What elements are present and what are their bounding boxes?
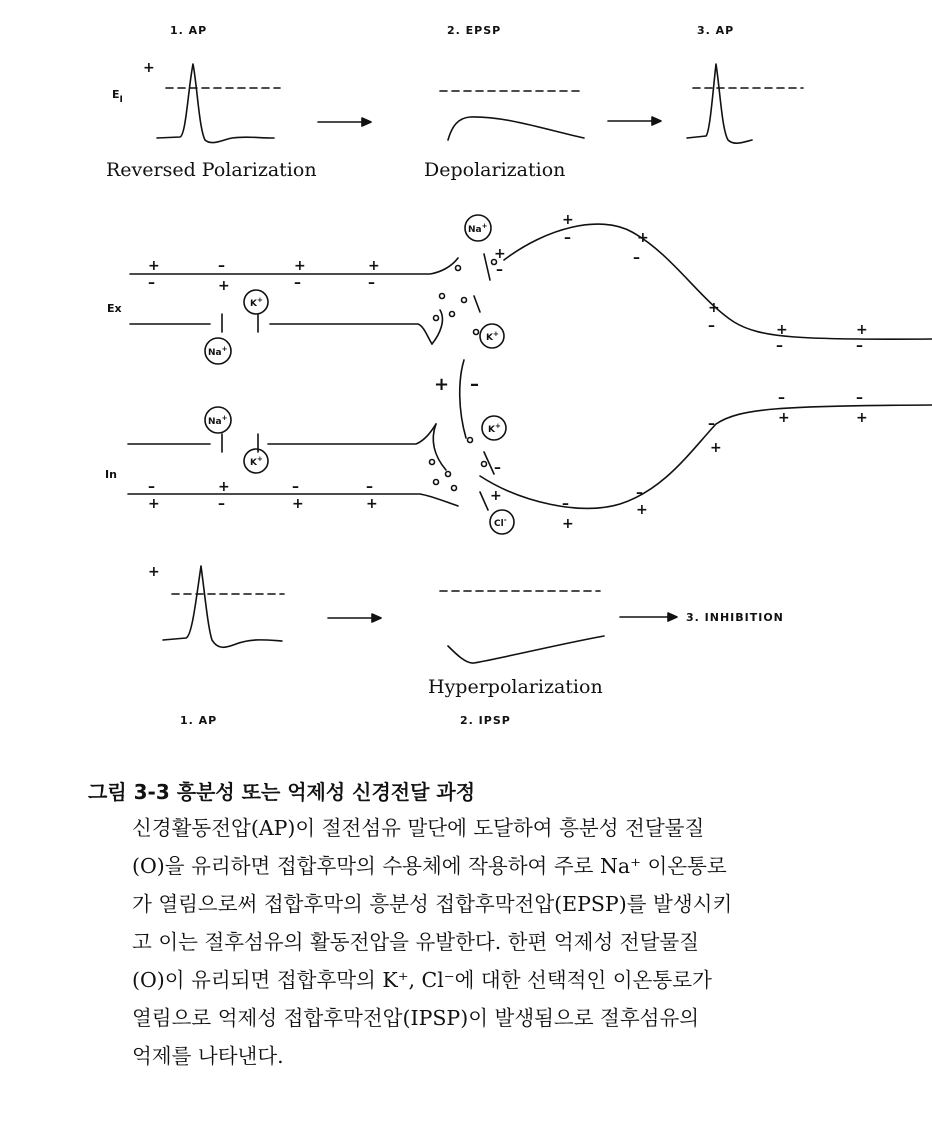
ion-label-na-synapse: Na+ bbox=[468, 222, 488, 235]
cleft-minus-sign: – bbox=[470, 374, 479, 395]
ipsp-waveform bbox=[448, 636, 604, 663]
charge-sign: – bbox=[292, 479, 299, 495]
charge-sign: + bbox=[148, 496, 160, 512]
resting-level-subscript: I bbox=[119, 95, 123, 105]
charge-sign: – bbox=[218, 258, 225, 274]
bottom-ap-waveform bbox=[163, 566, 282, 647]
epsp-waveform bbox=[448, 117, 584, 140]
charge-sign: – bbox=[856, 338, 863, 354]
charge-sign: – bbox=[562, 496, 569, 512]
charge-sign: – bbox=[368, 275, 375, 291]
ex-vesicle bbox=[434, 316, 439, 321]
ex-vesicle bbox=[440, 294, 445, 299]
charge-sign: + bbox=[562, 212, 574, 228]
caption-line: (O)을 유리하면 접합후막의 수용체에 작용하여 주로 Na⁺ 이온통로 bbox=[132, 854, 727, 878]
ex-receptor-stick bbox=[484, 254, 490, 280]
charge-sign: + bbox=[856, 322, 868, 338]
ex-vesicle bbox=[450, 312, 455, 317]
arrow-ap-to-ipsp-head bbox=[372, 614, 381, 622]
charge-sign: + bbox=[856, 410, 868, 426]
top-panel-3-title: 3. AP bbox=[697, 24, 735, 37]
in-axon-upper-membrane bbox=[128, 424, 436, 444]
charge-sign: + bbox=[562, 516, 574, 532]
in-vesicle bbox=[468, 438, 473, 443]
in-vesicle bbox=[434, 480, 439, 485]
charge-sign: + bbox=[366, 496, 378, 512]
charge-sign: + bbox=[710, 440, 722, 456]
hyperpolarization-caption: Hyperpolarization bbox=[428, 676, 603, 698]
charge-sign: + bbox=[218, 278, 230, 294]
bottom-panel-1-title: 1. AP bbox=[180, 714, 218, 727]
charge-sign: – bbox=[494, 460, 501, 476]
charge-sign: + bbox=[637, 230, 649, 246]
bottom-ap-plus-sign: + bbox=[148, 564, 160, 580]
top-panel-1-title: 1. AP bbox=[170, 24, 208, 37]
charge-sign: + bbox=[778, 410, 790, 426]
charge-sign: – bbox=[496, 262, 503, 278]
caption-line: 억제를 나타낸다. bbox=[132, 1044, 284, 1068]
ex-axon-lower-membrane bbox=[130, 324, 432, 344]
arrow-ipsp-to-inhibition-head bbox=[668, 613, 677, 621]
charge-sign: – bbox=[564, 230, 571, 246]
excitatory-label: Ex bbox=[107, 302, 122, 315]
caption-line: (O)이 유리되면 접합후막의 K⁺, Cl⁻에 대한 선택적인 이온통로가 bbox=[132, 968, 712, 992]
caption-line: 열림으로 억제성 접합후막전압(IPSP)이 발생됨으로 절후섬유의 bbox=[132, 1006, 700, 1030]
post-neuron-inner-membrane bbox=[460, 360, 466, 438]
charge-sign: + bbox=[148, 258, 160, 274]
ion-label-k-in-axon: K+ bbox=[250, 455, 263, 468]
caption-line: 고 이는 절후섬유의 활동전압을 유발한다. 한편 억제성 전달물질 bbox=[132, 930, 700, 954]
ion-label-k-in-synapse: K+ bbox=[488, 422, 501, 435]
charge-sign: + bbox=[636, 502, 648, 518]
ion-label-na-in-axon: Na+ bbox=[208, 414, 228, 427]
inhibition-label: 3. INHIBITION bbox=[686, 611, 784, 624]
charge-sign: – bbox=[218, 496, 225, 512]
inhibitory-label: In bbox=[105, 468, 117, 481]
ion-label-cl-in-synapse: Cl- bbox=[494, 516, 507, 529]
ex-receptor-stick-2 bbox=[474, 296, 480, 312]
charge-sign: – bbox=[148, 479, 155, 495]
figure-caption bbox=[88, 776, 928, 1075]
ion-label-k-ex-synapse: K+ bbox=[486, 330, 499, 343]
charge-sign: – bbox=[778, 390, 785, 406]
charge-sign: – bbox=[633, 250, 640, 266]
charge-sign: – bbox=[708, 416, 715, 432]
charge-sign: + bbox=[368, 258, 380, 274]
depolarization-caption: Depolarization bbox=[424, 159, 566, 181]
charge-sign: – bbox=[856, 390, 863, 406]
charge-sign: – bbox=[148, 275, 155, 291]
caption-body bbox=[132, 809, 928, 1075]
resting-level-label bbox=[112, 88, 123, 105]
bottom-panel-2-title: 2. IPSP bbox=[460, 714, 511, 727]
top-panel-2-title: 2. EPSP bbox=[447, 24, 502, 37]
charge-sign: + bbox=[494, 246, 506, 262]
caption-line: 신경활동전압(AP)이 절전섬유 말단에 도달하여 흥분성 전달물질 bbox=[132, 816, 705, 840]
ion-label-k-ex-axon: K+ bbox=[250, 296, 263, 309]
reversed-polarization-caption: Reversed Polarization bbox=[106, 159, 317, 181]
cleft-plus-sign: + bbox=[434, 374, 450, 395]
arrow-epsp-to-ap-head bbox=[652, 117, 661, 125]
in-vesicle bbox=[452, 486, 457, 491]
ex-vesicle bbox=[474, 330, 479, 335]
charge-sign: – bbox=[776, 338, 783, 354]
charge-sign: – bbox=[366, 479, 373, 495]
top-ap3-waveform bbox=[687, 64, 752, 143]
charge-sign: – bbox=[294, 275, 301, 291]
caption-title: 그림 3-3 흥분성 또는 억제성 신경전달 과정 bbox=[88, 780, 476, 804]
ion-label-na-ex-axon: Na+ bbox=[208, 345, 228, 358]
charge-sign: + bbox=[292, 496, 304, 512]
charge-sign: – bbox=[636, 485, 643, 501]
charge-sign: + bbox=[708, 300, 720, 316]
charge-sign: – bbox=[708, 318, 715, 334]
charge-sign: + bbox=[776, 322, 788, 338]
caption-line: 가 열림으로써 접합후막의 흥분성 접합후막전압(EPSP)를 발생시키 bbox=[132, 892, 733, 916]
in-vesicle bbox=[430, 460, 435, 465]
in-vesicle bbox=[482, 462, 487, 467]
ex-vesicle bbox=[462, 298, 467, 303]
ex-vesicle bbox=[456, 266, 461, 271]
top-ap-waveform bbox=[157, 64, 274, 143]
resting-level-letter: E bbox=[112, 88, 120, 101]
charge-sign: + bbox=[490, 488, 502, 504]
top-ap-plus-sign: + bbox=[143, 60, 155, 76]
in-terminal-tip bbox=[433, 424, 446, 470]
charge-sign: + bbox=[294, 258, 306, 274]
in-vesicle bbox=[446, 472, 451, 477]
charge-sign: + bbox=[218, 479, 230, 495]
in-receptor-stick-2 bbox=[480, 492, 488, 510]
arrow-ap-to-epsp-head bbox=[362, 118, 371, 126]
